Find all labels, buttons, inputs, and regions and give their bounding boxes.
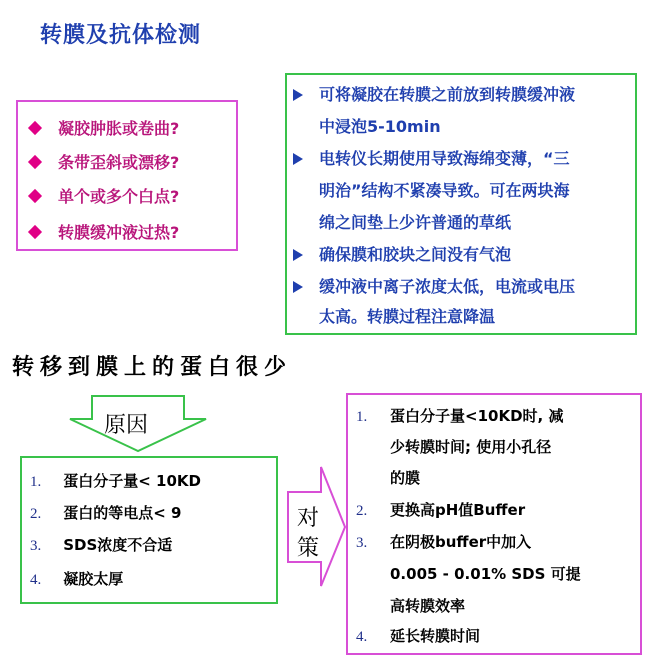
- cause-text: 蛋白分子量< 10KD: [63, 472, 201, 490]
- solution-line: 可将凝胶在转膜之前放到转膜缓冲液: [319, 85, 576, 104]
- cause-item: [30, 502, 181, 523]
- diamond-bullet-icon: [28, 188, 42, 202]
- cause-item: [30, 534, 172, 555]
- problem-text: 转膜缓冲液过热?: [58, 223, 180, 242]
- cause-item: [30, 568, 123, 589]
- cause-item: [30, 470, 201, 491]
- cause-text: 凝胶太厚: [63, 570, 124, 588]
- measure-line: 更换高pH值Buffer: [390, 501, 526, 519]
- item-number: 1.: [356, 409, 368, 425]
- problem-item: [26, 184, 179, 207]
- measure-item: [356, 401, 382, 433]
- diamond-bullet-icon: [28, 120, 42, 134]
- measure-line: 延长转膜时间: [390, 627, 481, 645]
- item-number: 4.: [356, 629, 368, 645]
- item-number: 4.: [30, 572, 42, 588]
- solution-line: 绵之间垫上少许普通的草纸: [319, 213, 512, 232]
- problem-item: [26, 150, 179, 173]
- arrow-bullet-icon: [293, 281, 303, 293]
- section-subtitle: 转移到膜上的蛋白很少: [12, 354, 293, 380]
- problem-text: 单个或多个白点?: [58, 187, 180, 206]
- solutions-box: [285, 73, 637, 335]
- arrow-bullet-icon: [293, 153, 303, 165]
- measure-item: [356, 621, 382, 653]
- cause-label: 原因: [104, 413, 149, 438]
- measure-line: 0.005 - 0.01% SDS 可提: [390, 565, 581, 583]
- page-title: 转膜及抗体检测: [40, 23, 202, 48]
- causes-box: [20, 456, 278, 604]
- measure-item: [356, 527, 382, 559]
- measure-line: 蛋白分子量<10KD时, 减: [390, 407, 564, 425]
- cause-text: 蛋白的等电点< 9: [63, 504, 182, 522]
- solution-line: 缓冲液中离子浓度太低，电流或电压: [319, 277, 576, 296]
- problem-text: 凝胶肿胀或卷曲?: [58, 119, 180, 138]
- item-number: 3.: [356, 535, 368, 551]
- measure-label: [296, 504, 320, 564]
- diamond-bullet-icon: [28, 154, 42, 168]
- problem-item: [26, 116, 179, 139]
- solution-line: 太高。转膜过程注意降温: [319, 307, 496, 326]
- solution-line: 电转仪长期使用导致海绵变薄，“三: [319, 149, 570, 168]
- solution-line: 确保膜和胶块之间没有气泡: [319, 245, 512, 264]
- diamond-bullet-icon: [28, 224, 42, 238]
- problem-text: 条带歪斜或漂移?: [58, 153, 180, 172]
- measure-line: 的膜: [390, 469, 421, 487]
- measure-label-char: 对: [296, 506, 319, 531]
- item-number: 2.: [356, 503, 368, 519]
- arrow-bullet-icon: [293, 89, 303, 101]
- measure-label-char: 策: [296, 536, 319, 561]
- cause-text: SDS浓度不合适: [63, 536, 173, 554]
- measure-line: 高转膜效率: [390, 597, 466, 615]
- item-number: 2.: [30, 506, 42, 522]
- measure-line: 少转膜时间; 使用小孔径: [390, 438, 552, 456]
- solution-line: 中浸泡5-10min: [319, 117, 441, 136]
- item-number: 1.: [30, 474, 42, 490]
- solution-line: 明治”结构不紧凑导致。可在两块海: [319, 181, 570, 200]
- problems-box: [16, 100, 238, 251]
- problem-item: [26, 220, 179, 243]
- measures-box: [346, 393, 642, 655]
- measure-line: 在阴极buffer中加入: [390, 533, 532, 551]
- arrow-bullet-icon: [293, 249, 303, 261]
- item-number: 3.: [30, 538, 42, 554]
- measure-item: [356, 495, 382, 527]
